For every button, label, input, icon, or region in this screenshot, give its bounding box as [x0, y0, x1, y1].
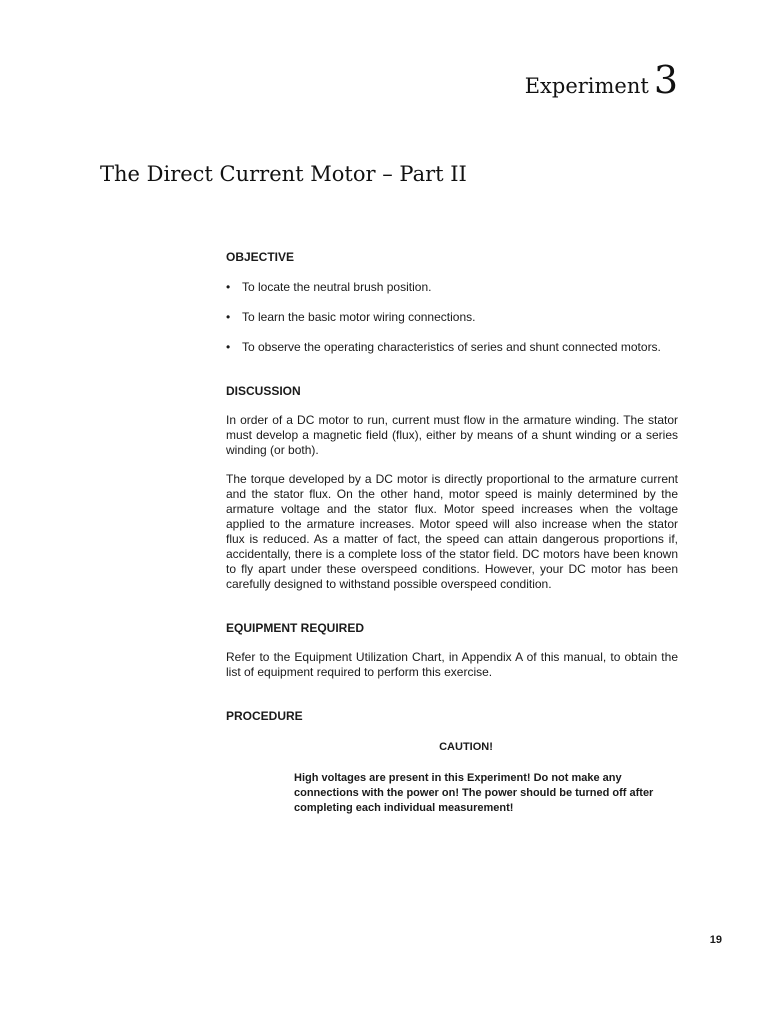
main-content — [226, 250, 678, 816]
discussion-heading: DISCUSSION — [226, 384, 301, 398]
objective-item-text: To observe the operating characteristics of series and shunt connected motors. — [242, 340, 661, 354]
equipment-paragraph: Refer to the Equipment Utilization Chart, in Appendix A of this manual, to obtain the list of equipment required to perform this exercise. — [226, 650, 678, 679]
bullet-marker: • — [226, 340, 231, 354]
equipment-section — [226, 621, 678, 680]
page-title: The Direct Current Motor – Part II — [100, 162, 467, 186]
objective-list — [226, 280, 678, 355]
caution-title: CAUTION! — [439, 741, 493, 753]
experiment-label: Experiment — [524, 74, 649, 98]
bullet-marker: • — [226, 280, 231, 294]
discussion-paragraph: The torque developed by a DC motor is directly proportional to the armature current and the stator flux. On the other hand, motor speed is mainly determined by the armature voltage and the stator flux. Motor speed increases when the voltage applied to the armature increases. Motor speed will also increase when the stator flux is reduced. As a matter of fact, the speed can attain dangerous proportions if, accidentally, there is a complete loss of the stator field. DC motors have been known to fly apart under these overspeed conditions. However, your DC motor has been carefully designed to withstand possible overspeed condition. — [226, 472, 678, 591]
objective-section — [226, 250, 678, 355]
list-item — [226, 280, 678, 295]
objective-heading: OBJECTIVE — [226, 250, 295, 264]
caution-text: High voltages are present in this Experiment! Do not make any connections with the power on! The power should be turned off after completing each individual measurement! — [294, 772, 654, 814]
experiment-header — [525, 58, 678, 102]
bullet-marker: • — [226, 310, 231, 324]
experiment-number: 3 — [653, 58, 678, 102]
objective-item-text: To learn the basic motor wiring connections. — [242, 310, 476, 324]
procedure-section — [226, 709, 678, 816]
procedure-heading: PROCEDURE — [226, 709, 303, 723]
discussion-paragraph: In order of a DC motor to run, current must flow in the armature winding. The stator must develop a magnetic field (flux), either by means of a shunt winding or a series winding (or both). — [226, 413, 678, 457]
discussion-section — [226, 384, 678, 592]
equipment-heading: EQUIPMENT REQUIRED — [226, 621, 365, 635]
list-item — [226, 340, 678, 355]
list-item — [226, 310, 678, 325]
objective-item-text: To locate the neutral brush position. — [242, 280, 432, 294]
page-number: 19 — [709, 934, 722, 946]
